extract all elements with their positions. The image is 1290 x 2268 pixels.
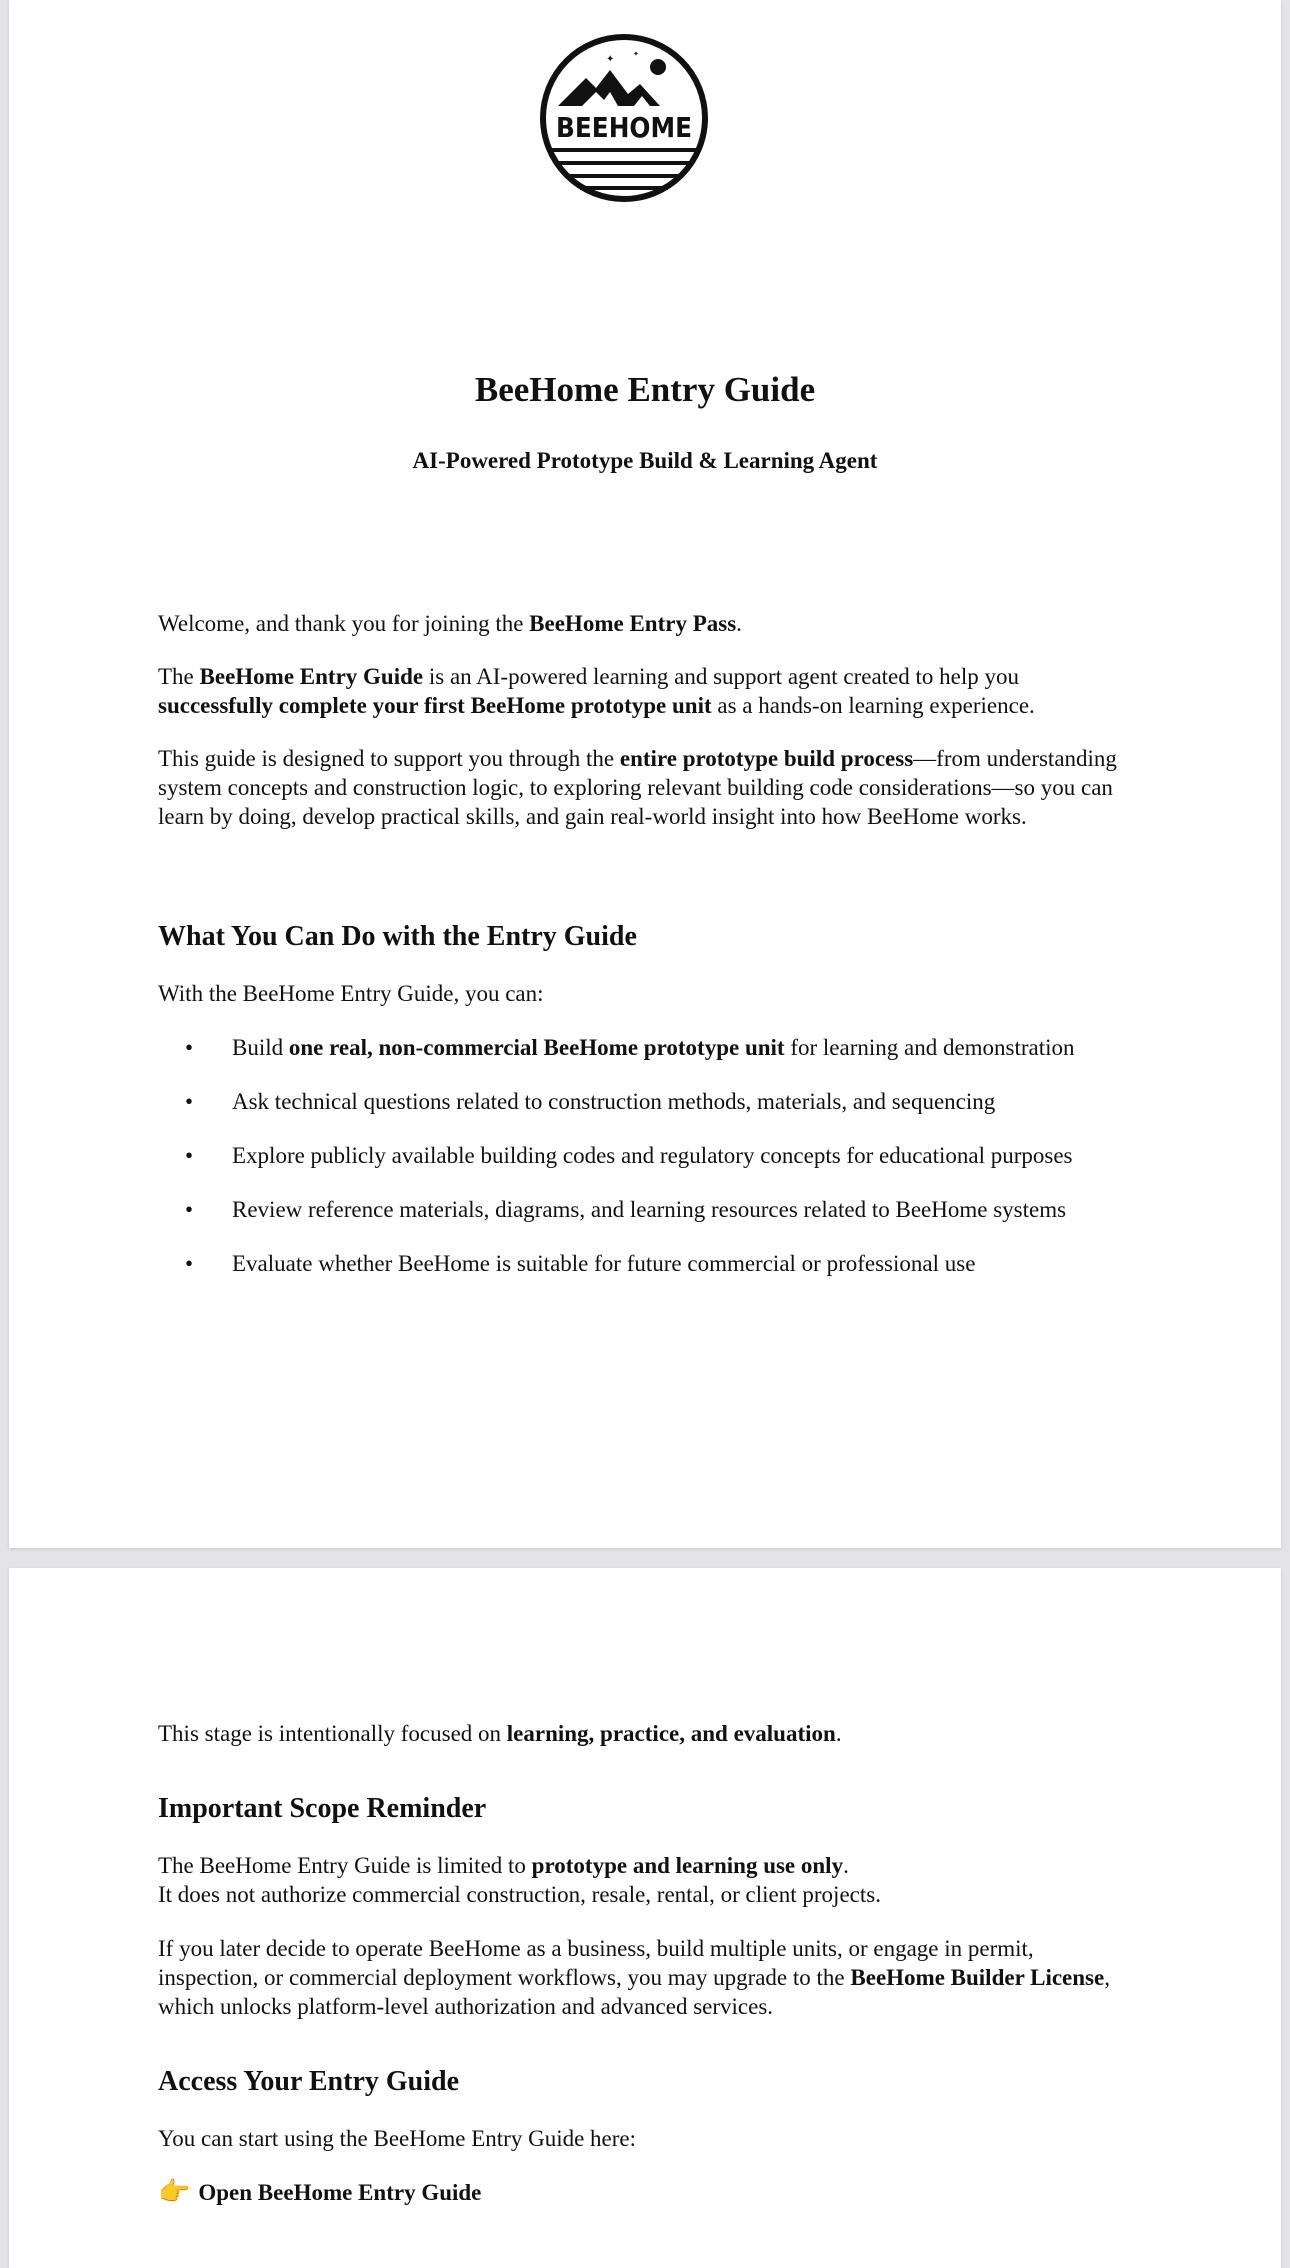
- scope-paragraph-2: If you later decide to operate BeeHome as a business, build multiple units, or engage in permit, inspection, or commercial deployment workflows, you may upgrade to the BeeHome Builder License, which unlocks platform-level authorization and advanced services.: [158, 1936, 1110, 2019]
- document-page-1: [9, 0, 1281, 1548]
- intro-paragraph-2: The BeeHome Entry Guide is an AI-powered learning and support agent created to help you successfully complete your first BeeHome prototype unit as a hands-on learning experience.: [158, 664, 1035, 718]
- svg-text:✦: ✦: [606, 54, 615, 65]
- list-item: • Build one real, non-commercial BeeHome prototype unit for learning and demonstration: [158, 1033, 1138, 1062]
- svg-text:✦: ✦: [633, 50, 639, 58]
- pointing-hand-icon: 👉: [158, 2177, 191, 2207]
- beehome-logo: [538, 32, 710, 204]
- stage-paragraph: This stage is intentionally focused on learning, practice, and evaluation.: [158, 1721, 842, 1746]
- scope-heading: Important Scope Reminder: [158, 1793, 487, 1824]
- access-lead: You can start using the BeeHome Entry Guide here:: [158, 2126, 637, 2151]
- scope-paragraph-1: The BeeHome Entry Guide is limited to prototype and learning use only. It does not authorize commercial construction, resale, rental, or client projects.: [158, 1853, 881, 1907]
- can-do-heading: What You Can Do with the Entry Guide: [158, 921, 637, 952]
- list-item: • Review reference materials, diagrams, and learning resources related to BeeHome systems: [158, 1195, 1138, 1224]
- access-heading: Access Your Entry Guide: [158, 2066, 459, 2097]
- logo-text: BEEHOME: [556, 111, 692, 144]
- open-guide-link[interactable]: [158, 2178, 1138, 2207]
- can-do-list: [158, 1033, 1138, 1278]
- document-page-2: [9, 1568, 1281, 2268]
- page-title: BeeHome Entry Guide: [474, 370, 816, 409]
- page-subtitle: AI-Powered Prototype Build & Learning Agent: [412, 448, 878, 473]
- open-guide-link-label: Open BeeHome Entry Guide: [198, 2180, 482, 2205]
- intro-section: [158, 609, 1138, 831]
- list-item: • Explore publicly available building codes and regulatory concepts for educational purposes: [158, 1141, 1138, 1170]
- intro-paragraph-3: This guide is designed to support you through the entire prototype build process—from understanding system concepts and construction logic, to exploring relevant building code considerations—so you can learn by doing, develop practical skills, and gain real-world insight into how BeeHome works.: [158, 746, 1117, 829]
- list-item: • Evaluate whether BeeHome is suitable for future commercial or professional use: [158, 1249, 1138, 1278]
- can-do-section: [158, 920, 1138, 1278]
- list-item: • Ask technical questions related to construction methods, materials, and sequencing: [158, 1087, 1138, 1116]
- can-do-lead: With the BeeHome Entry Guide, you can:: [158, 981, 544, 1006]
- page2-section: [158, 1719, 1138, 2207]
- intro-paragraph-1: Welcome, and thank you for joining the BeeHome Entry Pass.: [158, 611, 742, 636]
